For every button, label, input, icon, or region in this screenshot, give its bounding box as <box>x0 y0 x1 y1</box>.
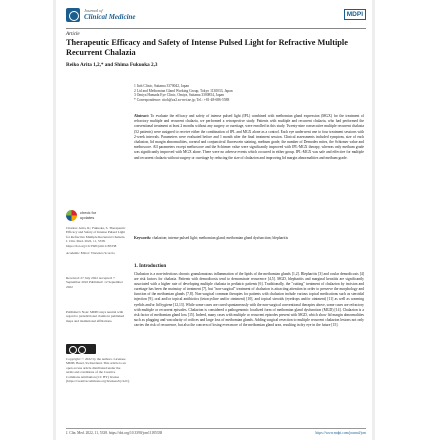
check-for-updates-button[interactable] <box>66 210 116 222</box>
abstract-label: Abstract: <box>134 114 149 118</box>
journal-header <box>66 6 366 26</box>
check-updates-icon <box>66 210 77 221</box>
publisher-logo: MDPI <box>344 9 366 20</box>
journal-name: Clinical Medicine <box>84 13 136 21</box>
keywords-text: chalazion; intense pulsed light; meibomian gland; meibomian gland dysfunction; blepharitis <box>152 236 289 240</box>
cc-license-icon[interactable] <box>66 344 96 354</box>
journal-link[interactable]: https://www.mdpi.com/journal/jcm <box>315 431 366 435</box>
copyright-text: Copyright: © 2022 by the authors. Licensee MDPI, Basel, Switzerland. This article is an open access article distributed under the terms and conditions of the Creative Commons Attribution (CC BY) license (https://creativecommons.org/licenses/by/4.0/). <box>66 357 130 384</box>
paper-page <box>56 0 372 440</box>
publisher-note: Publisher's Note: MDPI stays neutral with regard to jurisdictional claims in published maps and institutional affiliations. <box>66 310 125 323</box>
header-divider <box>66 28 366 29</box>
article-type: Article <box>66 32 80 37</box>
affiliation-item: 1 Itoh Clinic, Saitama 3370042, Japan <box>134 84 189 88</box>
cc-icon <box>69 346 77 354</box>
abstract <box>134 114 364 161</box>
check-updates-label <box>80 211 96 220</box>
footer-citation: J. Clin. Med. 2022, 11, 5338. https://doi.org/10.3390/jcm11185338 <box>66 431 163 435</box>
citation-block <box>66 226 126 255</box>
keywords-label: Keywords: <box>134 236 152 240</box>
author-list: Reiko Arita 1,2,* and Shima Fukuoka 2,3 <box>66 62 158 68</box>
check-updates-line: updates <box>80 214 95 220</box>
footer-divider <box>66 428 366 429</box>
abstract-text: To evaluate the efficacy and safety of intense pulsed light (IPL) combined with meibomian gland expression (MGX) for the treatment of refractory multiple and recurrent chalazia, we performed a retrospective study. Patients with multiple and recurrent chalazia, who had performed the conventional treatment at least 2 months without any surgery or curettage, were enrolled in this study. Twenty-nine consecutive multiple recurrent chalazia (52 patients) were assigned to receive either the combination of IPL and MGX alone as a control. Each eye underwent one to four treatment sessions with 2-week intervals. Parameters were evaluated before and 1 month after the final treatment session. Clinical assessments included symptom, size of each chalazion, lid margin abnormalities, corneal and conjunctival fluorescein staining, meibum grade, the number of Demodex mites, the Schirmer value and meiboscore. All parameters except meiboscore and the Schirmer value were significantly improved with IPL-MGX therapy, whereas only meibum grade was significantly improved with MGX alone. There were no adverse events which occurred in either group. IPL-MGX was safe and effective for multiple and recurrent chalazia without surgery or curettage by reducing the size of chalazion and improving lid margin abnormalities and meibum grade. <box>134 114 364 160</box>
check-updates-line: check for <box>80 210 97 215</box>
affiliations <box>134 84 364 102</box>
correspondence: * Correspondence: ritoh@za2.so-net.ne.jp; Tel.: +81-48-686-5588 <box>134 97 230 102</box>
journal-logo-icon <box>66 8 80 22</box>
keywords <box>134 236 364 241</box>
academic-editor: Academic Editor: Vincenzo Scorcia <box>66 251 115 256</box>
article-title: Therapeutic Efficacy and Safety of Intense Pulsed Light for Refractive Multiple Recurrent Chalazia <box>66 38 348 57</box>
publication-dates: Received: 27 July 2022 Accepted: 7 September 2022 Published: 12 September 2022 <box>66 276 123 289</box>
section-heading: 1. Introduction <box>134 264 167 269</box>
introduction-text: Chalazion is a non-infectious chronic granulomatous inflammation of the lipids of the meibomian glands [1,2]. Blepharitis [3] and ocular demodicosis [4] are risk factors for chalazia. Patients with demodicosis tend to demonstrate recurrence [4,5]. MGD, blepharitis and marginal keratitis are significantly associated with a higher rate of developing multiple chalazia in pediatric patients [6]. Traditionally, the "cutting" treatment of chalazion by incision and curettage has been the mainstay of treatment [7], but "non-surgical" treatment of chalazion is attracting attention in order to preserve the morphology and function of the meibomian glands [7,8]. Non-surgical common therapies for patients with chalazion include various topical medications such as steroidal injection [9], oral and/or topical antibiotics (tetracycline and/or ointment) [10], and topical steroids (eyedrops and/or ointment) [11] as well as warming eyelids and/or lid hygiene [12,13]. While some cases are cured spontaneously with the non-surgical conventional therapies above, some cases are refractory with multiple or recurrent episodes. Chalazion is considered a pathogenomic localized form of meibomian gland dysfunction (MGD) [14]. Chalazion is a risk factor of meibomian gland loss [15]. Indeed, many cases with multiple or recurrent episodes present with MGD, which show lid margin abnormalities such as plugging and vascularity of orifices and large loss of meibomian glands. Adding surgical resection to multiple recurrent chalazion lesions not only carries the risk of recurrence, but also the concern of losing even more of the meibomian gland area, resulting in dry eye in the future [15]. <box>134 272 364 327</box>
citation-text: Citation: Arita, R.; Fukuoka, S. Therapeutic Efficacy and Safety of Intense Pulsed Light for Refractive Multiple Recurrent Chalazia. J. Clin. Med. 2022, 11, 5338. https://doi.org/10.3390/jcm11185338 <box>66 226 126 248</box>
affiliation-item: 3 Omiya Hamada Eye Clinic, Omiya, Saitama 3300854, Japan <box>134 93 224 98</box>
affiliation-item: 2 Lid and Meibomian Gland Working Group, Tokyo 1130033, Japan <box>134 88 233 93</box>
by-icon <box>78 346 86 354</box>
journal-prefix: Journal of <box>84 8 103 13</box>
